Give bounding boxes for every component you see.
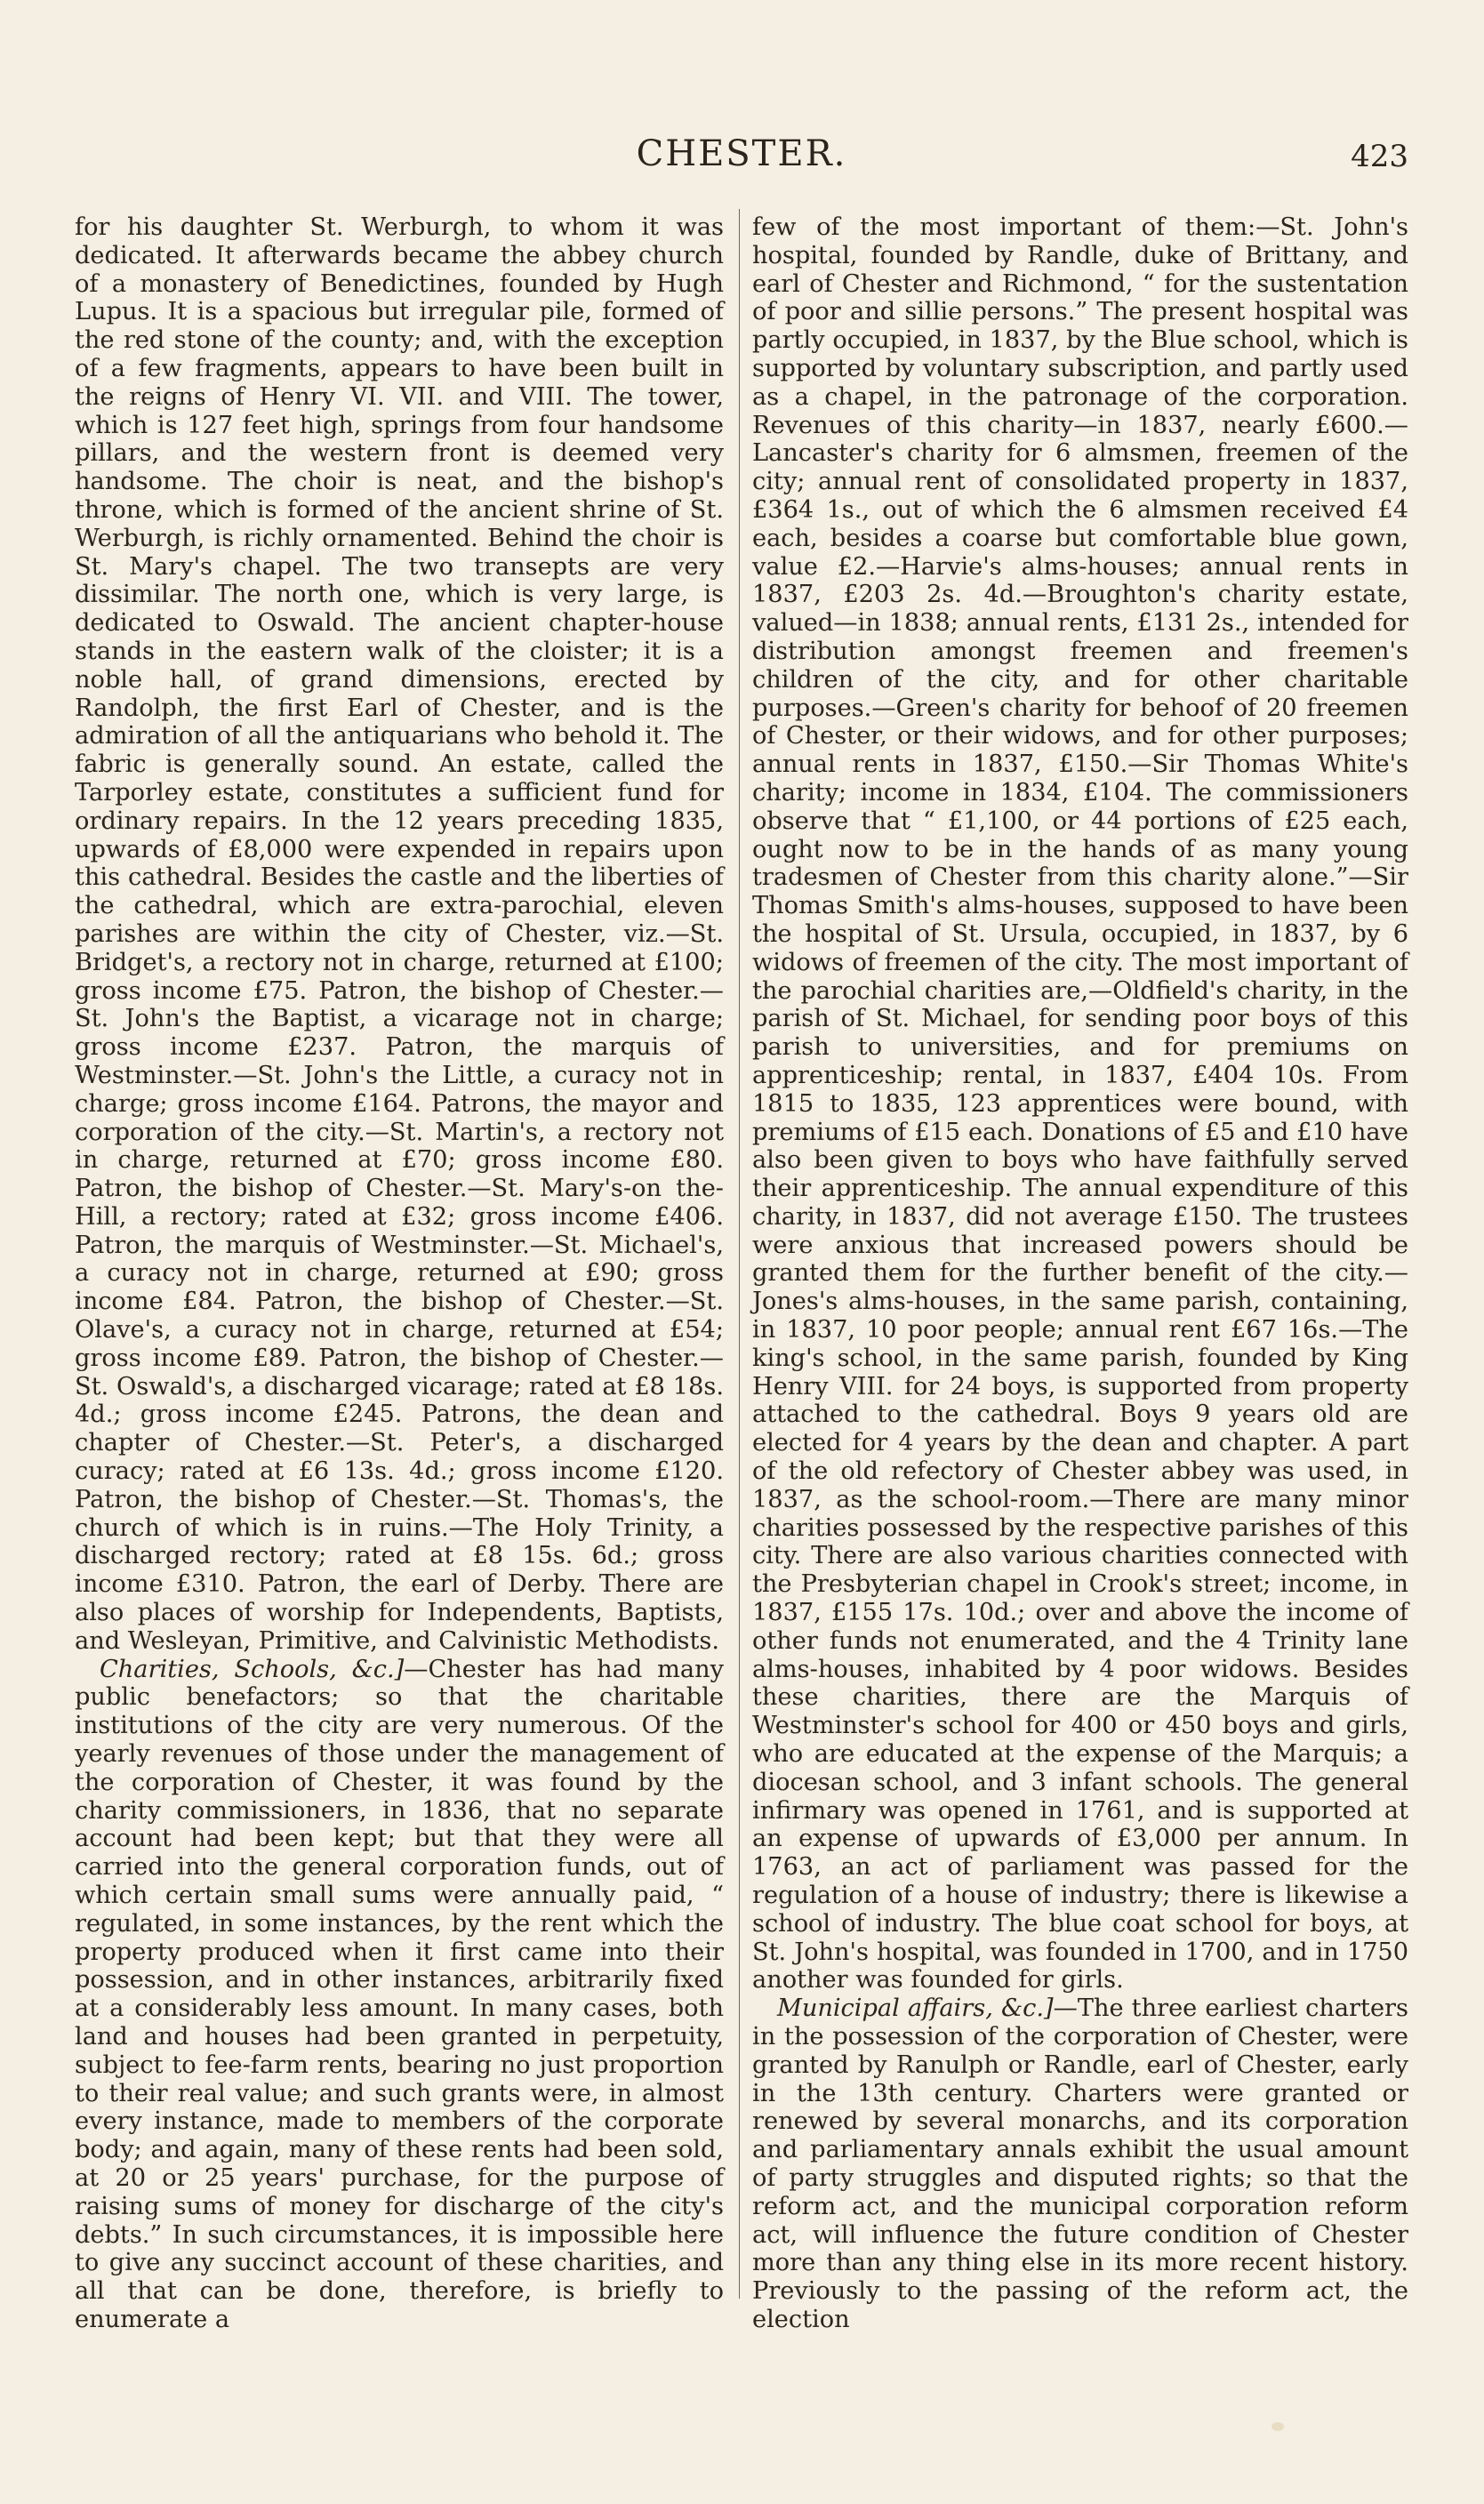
right-column	[752, 213, 1408, 2334]
paragraph-charities	[75, 1656, 724, 2334]
running-title: CHESTER.	[636, 133, 847, 174]
section-heading-charities: Charities, Schools, &c.]	[100, 1655, 405, 1683]
paragraph-charities-text: —Chester has had many public benefactors; so that the charitable institutions of the city are very numerous. Of the yearly revenues of those under the management of the corporation of Chester, it was found by the charity commissioners, in 1836, that no separate account had been kept; but that they were all carried into the general corporation funds, out of which certain small sums were annually paid, “ regulated, in some instances, by the rent which the property produced when it first came into their possession, and in other instances, arbitrarily fixed at a considerably less amount. In many cases, both land and houses had been granted in perpetuity, subject to fee-farm rents, bearing no just proportion to their real value; and such grants were, in almost every instance, made to members of the corporate body; and again, many of these rents had been sold, at 20 or 25 years' purchase, for the purpose of raising sums of money for discharge of the city's debts.” In such circumstances, it is impossible here to give any succinct account of these charities, and all that can be done, therefore, is briefly to enumerate a	[75, 1655, 724, 2333]
paper-speck	[1271, 2422, 1284, 2431]
left-column	[75, 213, 724, 2334]
paragraph-municipal	[752, 1994, 1408, 2334]
paragraph-charities-list: few of the most important of them:—St. John's hospital, founded by Randle, duke of Brittany, and earl of Chester and Richmond, “ for the sustentation of poor and sillie persons.” The present hospital was partly occupied, in 1837, by the Blue school, which is supported by voluntary subscription, and partly used as a chapel, in the patronage of the corporation. Revenues of this charity—in 1837, nearly £600.—Lancaster's charity for 6 almsmen, freemen of the city; annual rent of consolidated property in 1837, £364 1s., out of which the 6 almsmen received £4 each, besides a coarse but comfortable blue gown, value £2.—Harvie's alms-houses; annual rents in 1837, £203 2s. 4d.—Broughton's charity estate, valued—in 1838; annual rents, £131 2s., intended for distribution amongst freemen and freemen's children of the city, and for other charitable purposes.—Green's charity for behoof of 20 freemen of Chester, or their widows, and for other purposes; annual rents in 1837, £150.—Sir Thomas White's charity; income in 1834, £104. The commissioners observe that “ £1,100, or 44 portions of £25 each, ought now to be in the hands of as many young tradesmen of Chester from this charity alone.”—Sir Thomas Smith's alms-houses, supposed to have been the hospital of St. Ursula, occupied, in 1837, by 6 widows of freemen of the city. The most important of the parochial charities are,—Oldfield's charity, in the parish of St. Michael, for sending poor boys of this parish to universities, and for premiums on apprenticeship; rental, in 1837, £404 10s. From 1815 to 1835, 123 apprentices were bound, with premiums of £15 each. Donations of £5 and £10 have also been given to boys who have faithfully served their apprenticeship. The annual expenditure of this charity, in 1837, did not average £150. The trustees were anxious that increased powers should be granted them for the further benefit of the city.—Jones's alms-houses, in the same parish, containing, in 1837, 10 poor people; annual rent £67 16s.—The king's school, in the same parish, founded by King Henry VIII. for 24 boys, is supported from property attached to the cathedral. Boys 9 years old are elected for 4 years by the dean and chapter. A part of the old refectory of Chester abbey was used, in 1837, as the school-room.—There are many minor charities possessed by the respective parishes of this city. There are also various charities connected with the Presbyterian chapel in Crook's street; income, in 1837, £155 17s. 10d.; over and above the income of other funds not enumerated, and the 4 Trinity lane alms-houses, inhabited by 4 poor widows. Besides these charities, there are the Marquis of Westminster's school for 400 or 450 boys and girls, who are educated at the expense of the Marquis; a diocesan school, and 3 infant schools. The general infirmary was opened in 1761, and is supported at an expense of upwards of £3,000 per annum. In 1763, an act of parliament was passed for the regulation of a house of industry; there is likewise a school of industry. The blue coat school for boys, at St. John's hospital, was founded in 1700, and in 1750 another was founded for girls.	[752, 213, 1408, 1994]
column-divider	[739, 209, 740, 2299]
paragraph-municipal-text: —The three earliest charters in the possession of the corporation of Chester, were granted by Ranulph or Randle, earl of Chester, early in the 13th century. Charters were granted or renewed by several monarchs, and its corporation and parliamentary annals exhibit the usual amount of party struggles and disputed rights; so that the reform act, and the municipal corporation reform act, will influence the future condition of Chester more than any thing else in its more recent history. Previously to the passing of the reform act, the election	[752, 1994, 1408, 2333]
section-heading-municipal: Municipal affairs, &c.]	[777, 1994, 1054, 2023]
page-header	[75, 133, 1408, 190]
paragraph-cathedral: for his daughter St. Werburgh, to whom it was dedicated. It afterwards became the abbey church of a monastery of Benedictines, founded by Hugh Lupus. It is a spacious but irregular pile, formed of the red stone of the county; and, with the exception of a few fragments, appears to have been built in the reigns of Henry VI. VII. and VIII. The tower, which is 127 feet high, springs from four handsome pillars, and the western front is deemed very handsome. The choir is neat, and the bishop's throne, which is formed of the ancient shrine of St. Werburgh, is richly ornamented. Behind the choir is St. Mary's chapel. The two transepts are very dissimilar. The north one, which is very large, is dedicated to Oswald. The ancient chapter-house stands in the eastern walk of the cloister; it is a noble hall, of grand dimensions, erected by Randolph, the first Earl of Chester, and is the admiration of all the antiquarians who behold it. The fabric is generally sound. An estate, called the Tarporley estate, constitutes a sufficient fund for ordinary repairs. In the 12 years preceding 1835, upwards of £8,000 were expended in repairs upon this cathedral. Besides the castle and the liberties of the cathedral, which are extra-parochial, eleven parishes are within the city of Chester, viz.—St. Bridget's, a rectory not in charge, returned at £100; gross income £75. Patron, the bishop of Chester.—St. John's the Baptist, a vicarage not in charge; gross income £237. Patron, the marquis of Westminster.—St. John's the Little, a curacy not in charge; gross income £164. Patrons, the mayor and corporation of the city.—St. Martin's, a rectory not in charge, returned at £70; gross income £80. Patron, the bishop of Chester.—St. Mary's-on the-Hill, a rectory; rated at £32; gross income £406. Patron, the marquis of Westminster.—St. Michael's, a curacy not in charge, returned at £90; gross income £84. Patron, the bishop of Chester.—St. Olave's, a curacy not in charge, returned at £54; gross income £89. Patron, the bishop of Chester.—St. Oswald's, a discharged vicarage; rated at £8 18s. 4d.; gross income £245. Patrons, the dean and chapter of Chester.—St. Peter's, a discharged curacy; rated at £6 13s. 4d.; gross income £120. Patron, the bishop of Chester.—St. Thomas's, the church of which is in ruins.—The Holy Trinity, a discharged rectory; rated at £8 15s. 6d.; gross income £310. Patron, the earl of Derby. There are also places of worship for Independents, Baptists, and Wesleyan, Primitive, and Calvinistic Methodists.	[75, 213, 724, 1655]
page-number: 423	[1351, 139, 1408, 174]
